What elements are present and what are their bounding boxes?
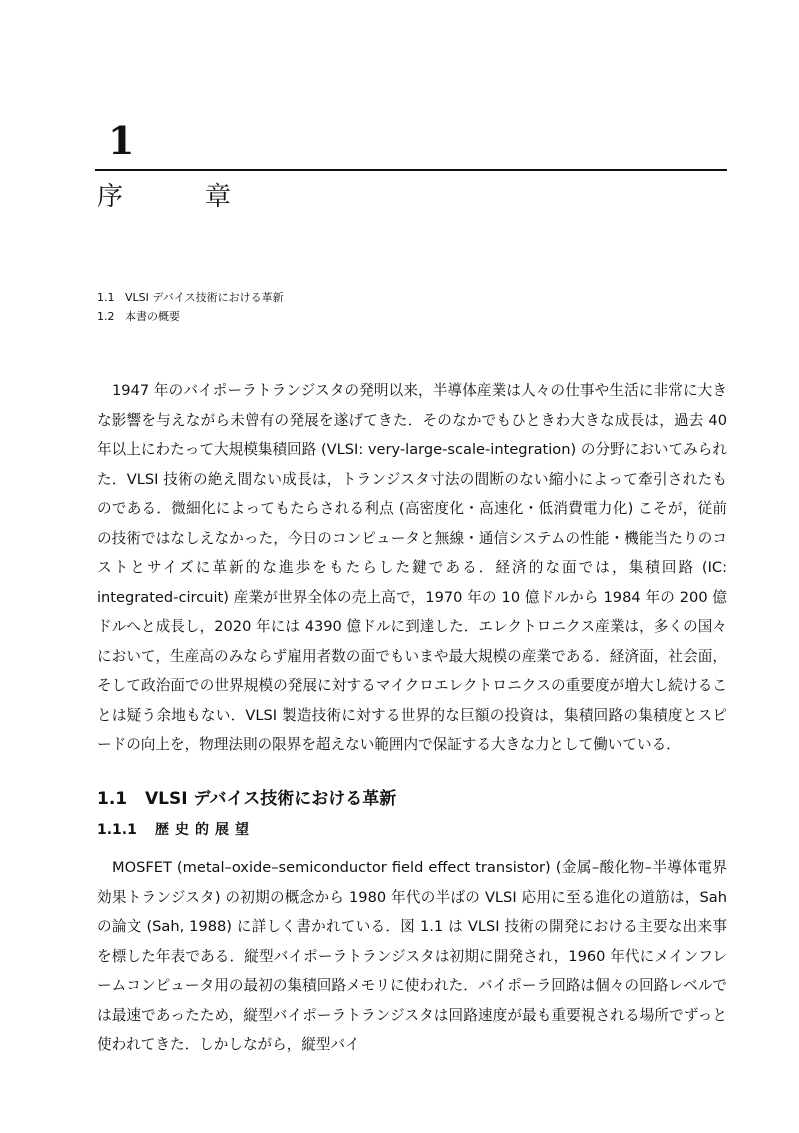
chapter-title-part1: 序 (97, 182, 124, 212)
chapter-contents (97, 288, 284, 326)
chapter-title (97, 180, 231, 214)
intro-paragraph: 1947 年のバイポーラトランジスタの発明以来，半導体産業は人々の仕事や生活に非常に大きな影響を与えながら未曾有の発展を遂げてきた．そのなかでもひときわ大きな成長は，過去 40 年以上にわたって大規模集積回路 (VLSI: very-large-scale-integration) の分野においてみられた．VLSI 技術の絶え間ない成長は，トランジスタ寸法の間断のない縮小によって牽引されたものである．微細化によってもたらされる利点 (高密度化・高速化・低消費電力化) こそが，従前の技術ではなしえなかった，今日のコンピュータと無線・通信システムの性能・機能当たりのコストとサイズに革新的な進歩をもたらした鍵である．経済的な面では，集積回路 (IC: integrated-circuit) 産業が世界全体の売上高で，1970 年の 10 億ドルから 1984 年の 200 億ドルへと成長し，2020 年には 4390 億ドルに到達した．エレクトロニクス産業は，多くの国々において，生産高のみならず雇用者数の面でもいまや最大規模の産業である．経済面，社会面，そして政治面での世界規模の発展に対するマイクロエレクトロニクスの重要度が増大し続けることは疑う余地もない．VLSI 製造技術に対する世界的な巨額の投資は，集積回路の集積度とスピードの向上を，物理法則の限界を超えない範囲内で保証する大きな力として働いている． (97, 382, 727, 753)
history-paragraph: MOSFET (metal–oxide–semiconductor field effect transistor) (金属–酸化物–半導体電界効果トランジスタ) の初期の概念から 1980 年代の半ばの VLSI 応用に至る進化の道筋は，Sah の論文 (Sah, 1988) に詳しく書かれている．図 1.1 は VLSI 技術の開発における主要な出来事を標した年表である．縦型バイポーラトランジスタは初期に開発され，1960 年代にメインフレームコンピュータ用の最初の集積回路メモリに使われた．バイポーラ回路は個々の回路レベルでは最速であったため，縦型バイポーラトランジスタは回路速度が最も重要視される場所でずっと使われてきた．しかしながら，縦型バイ (97, 859, 727, 1053)
toc-item[interactable] (97, 307, 284, 326)
section-heading (97, 786, 396, 812)
subsection-heading (97, 818, 255, 842)
toc-item-title: 本書の概要 (125, 310, 180, 323)
section-title: VLSI デバイス技術における革新 (145, 789, 397, 809)
toc-item-title: VLSI デバイス技術における革新 (125, 291, 284, 304)
chapter-title-part2: 章 (205, 182, 232, 212)
toc-item[interactable] (97, 288, 284, 307)
chapter-divider (95, 169, 727, 171)
section-number: 1.1 (97, 789, 128, 809)
chapter-number: 1 (108, 118, 135, 163)
toc-item-number: 1.1 (97, 291, 115, 304)
subsection-title: 歴史的展望 (155, 822, 255, 838)
toc-item-number: 1.2 (97, 310, 115, 323)
subsection-number: 1.1.1 (97, 822, 137, 838)
